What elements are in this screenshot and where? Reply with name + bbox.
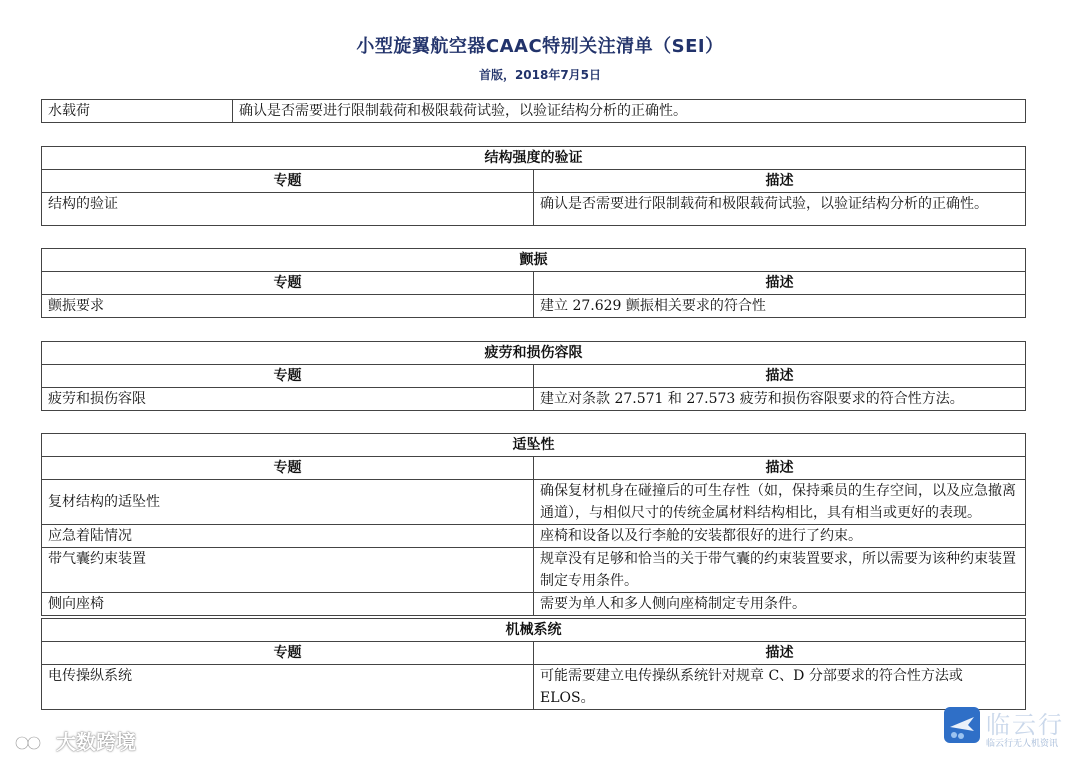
table-row <box>42 525 1026 548</box>
row-topic: 复材结构的适坠性 <box>42 480 534 525</box>
row-topic: 水载荷 <box>42 100 233 123</box>
row-topic: 颤振要求 <box>42 295 534 318</box>
row-description: 需要为单人和多人侧向座椅制定专用条件。 <box>534 593 1026 616</box>
watermark-left-text: 大数跨境 <box>56 730 136 754</box>
section-title: 结构强度的验证 <box>42 147 1026 170</box>
section-title: 颤振 <box>42 249 1026 272</box>
watermark-right-subtext: 临云行无人机资讯 <box>986 739 1059 749</box>
row-description: 确认是否需要进行限制载荷和极限载荷试验，以验证结构分析的正确性。 <box>534 193 1026 226</box>
row-description: 确认是否需要进行限制载荷和极限载荷试验，以验证结构分析的正确性。 <box>233 100 1026 123</box>
column-header-topic: 专题 <box>42 642 534 665</box>
column-header-description: 描述 <box>534 272 1026 295</box>
table-row <box>42 388 1026 411</box>
table-row <box>42 548 1026 593</box>
row-topic: 侧向座椅 <box>42 593 534 616</box>
row-topic: 带气囊约束装置 <box>42 548 534 593</box>
row-topic: 电传操纵系统 <box>42 665 534 710</box>
section-table-water-load <box>41 99 1026 123</box>
section-title: 适坠性 <box>42 434 1026 457</box>
section-table-mechanical <box>41 618 1026 710</box>
row-topic: 应急着陆情况 <box>42 525 534 548</box>
table-row <box>42 480 1026 525</box>
row-description: 可能需要建立电传操纵系统针对规章 C、D 分部要求的符合性方法或 ELOS。 <box>534 665 1026 710</box>
section-table-crashworthiness <box>41 433 1026 616</box>
document-subtitle: 首版，2018年7月5日 <box>478 68 602 82</box>
row-topic: 疲劳和损伤容限 <box>42 388 534 411</box>
weibo-logo-icon <box>10 731 50 751</box>
column-header-description: 描述 <box>534 642 1026 665</box>
column-header-topic: 专题 <box>42 272 534 295</box>
table-row <box>42 593 1026 616</box>
column-header-description: 描述 <box>534 365 1026 388</box>
column-header-topic: 专题 <box>42 170 534 193</box>
row-topic: 结构的验证 <box>42 193 534 226</box>
column-header-topic: 专题 <box>42 457 534 480</box>
table-row <box>42 193 1026 226</box>
section-title: 机械系统 <box>42 619 1026 642</box>
section-title: 疲劳和损伤容限 <box>42 342 1026 365</box>
row-description: 座椅和设备以及行李舱的安装都很好的进行了约束。 <box>534 525 1026 548</box>
row-description: 规章没有足够和恰当的关于带气囊的约束装置要求，所以需要为该种约束装置制定专用条件。 <box>534 548 1026 593</box>
column-header-description: 描述 <box>534 170 1026 193</box>
section-table-flutter <box>41 248 1026 318</box>
table-row <box>42 295 1026 318</box>
watermark-left <box>10 726 136 755</box>
document-title: 小型旋翼航空器CAAC特别关注清单（SEI） <box>356 36 724 57</box>
plane-logo-icon <box>944 707 980 743</box>
row-description: 建立对条款 27.571 和 27.573 疲劳和损伤容限要求的符合性方法。 <box>534 388 1026 411</box>
watermark-right-text: 临云行 <box>986 711 1064 739</box>
section-table-fatigue <box>41 341 1026 411</box>
row-description: 确保复材机身在碰撞后的可生存性（如，保持乘员的生存空间，以及应急撤离通道），与相似尺寸的传统金属材料结构相比，具有相当或更好的表现。 <box>534 480 1026 525</box>
column-header-description: 描述 <box>534 457 1026 480</box>
table-row <box>42 665 1026 710</box>
section-table-structure <box>41 146 1026 226</box>
watermark-right <box>944 705 1074 753</box>
column-header-topic: 专题 <box>42 365 534 388</box>
table-row <box>42 100 1026 123</box>
row-description: 建立 27.629 颤振相关要求的符合性 <box>534 295 1026 318</box>
